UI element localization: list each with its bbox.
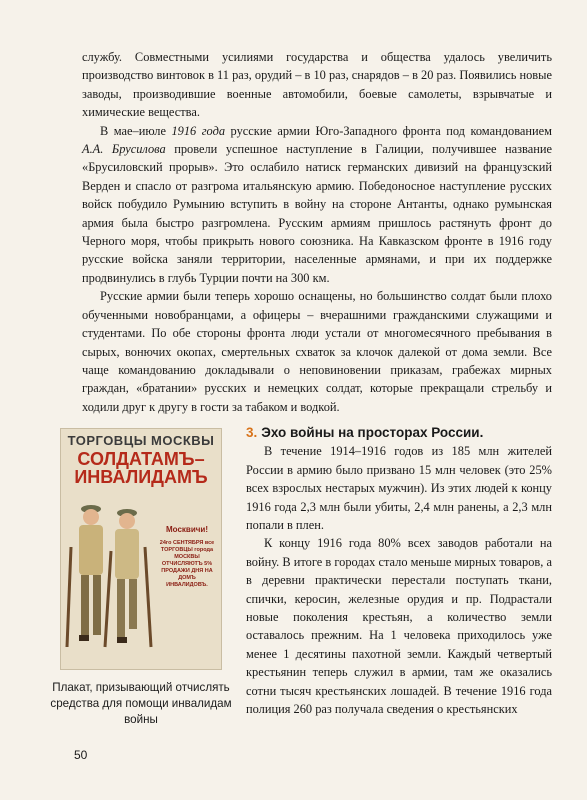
wounded-soldiers-illustration xyxy=(61,487,161,667)
paragraph-3: Русские армии были теперь хорошо оснащены, но большинство солдат были плохо обученными новобранцами, а офицеры – вчерашними гражданскими служащими и студентами. По обе стороны фронта люди устали от многомесячного пребывания в сырых, вонючих окопах, смертельных схваток за клочок далекой от дома земли. Все чаще командованию докладывали о неповиновении приказам, грабежах мирных граждан, «братании» русских и немецких солдат, которые прекращали стрельбу и ходили друг к другу в гости за табаком и водкой. xyxy=(82,289,552,414)
war-poster-image xyxy=(60,428,222,670)
paragraph-2: В мае–июле 1916 года русские армии Юго-Западного фронта под командованием А.А. Брусилова провели успешное наступление в Галиции, получившее название «Брусиловский прорыв». Это ослабило натиск германских дивизий на французский Верден и спасло от разгрома итальянскую армию. Победоносное наступление русских войск побудило Румынию вступить в войну на стороне Антанты, однако румынская армия была быстро разгромлена. Русским армиям пришлось растянуть фронт до Черного моря, чтобы прикрыть нового союзника. На Кавказском фронте в 1916 году русские войска заняли территории, населенные армянами, и при их поддержке продвинулись в глубь Турции почти на 300 км. xyxy=(82,123,552,285)
poster-headline: СОЛДАТАМЪ–ИНВАЛИДАМЪ xyxy=(74,449,208,487)
top-text-block xyxy=(82,48,552,416)
section-paragraph-2: К концу 1916 года 80% всех заводов работали на войну. В итоге в городах стало меньше мирных товаров, а в деревни практически перестали поступать ткани, спички, керосин, железные орудия и пр. Подрастали новые поколения крестьян, а количество земли оставалось прежним. На 1 человека приходилось уже менее 1 десятины пахотной земли. Каждый четвертый крестьянин теперь служил в армии, там же оказались сотни тысяч крестьянских лошадей. В течение 1916 года полиция 260 раз получала сведения о крестьянских xyxy=(246,536,552,717)
section-paragraph-1: В течение 1914–1916 годов из 185 млн жителей России в армию было призвано 15 млн человек (это 25% всех взрослых нестарых мужчин). Из этих людей к концу 1916 года 2,3 млн были убиты, 2,4 млн ранены, а 2,3 млн попали в плен. xyxy=(246,444,552,533)
poster-caption: Плакат, призывающий отчислять средства для помощи инвалидам войны xyxy=(50,681,232,726)
poster-side-text xyxy=(157,525,217,589)
date-emphasis: 1916 года xyxy=(171,123,226,138)
paragraph-1: службу. Совместными усилиями государства и общества удалось увеличить производство винтовок в 11 раз, орудий – в 10 раз, снарядов – в 20 раз. Появились новые заводы, производившие военные автомобили, боевые самолеты, взрывчатые и химические вещества. xyxy=(82,50,552,120)
section-number: 3. xyxy=(246,425,258,440)
section-heading xyxy=(246,424,552,442)
section-title: Эхо войны на просторах России. xyxy=(261,425,484,440)
name-emphasis: А.А. Брусилова xyxy=(82,142,166,157)
poster-shout: Москвичи! xyxy=(166,525,208,534)
section-3-block xyxy=(246,424,552,719)
page-number: 50 xyxy=(74,748,88,762)
poster-top-line: ТОРГОВЦЫ МОСКВЫ xyxy=(67,433,215,448)
poster-body: 24го СЕНТЯБРЯ все ТОРГОВЦЫ города МОСКВЫ ОТЧИСЛЯЮТЪ 5% ПРОДАЖИ ДНЯ НА ДОМЪ ИНВАЛИДОВЪ. xyxy=(159,540,215,588)
